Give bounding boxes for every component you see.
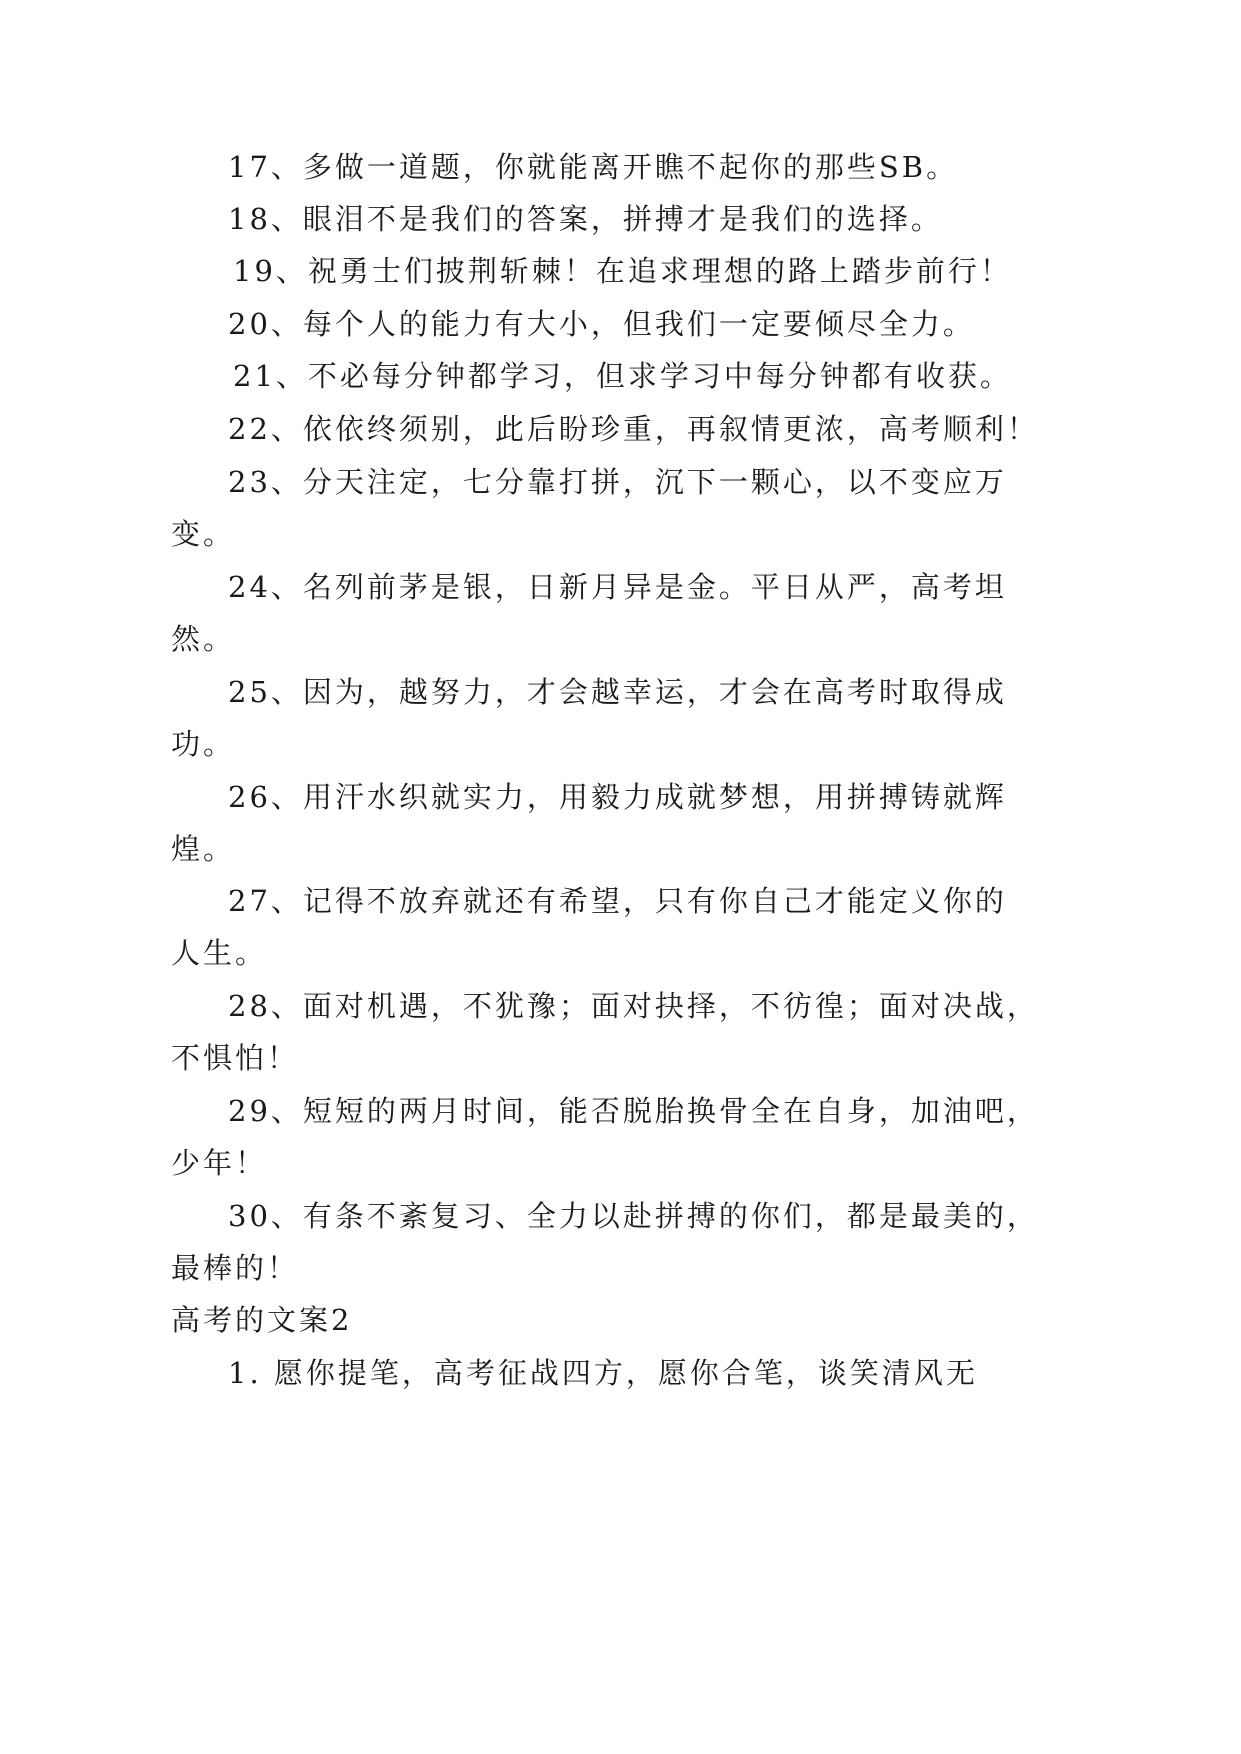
text-line-29: 29、短短的两月时间，能否脱胎换骨全在自身，加油吧，: [228, 1094, 1039, 1128]
section-heading: 高考的文案2: [171, 1303, 353, 1337]
text-line-19: 19、祝勇士们披荆斩棘！在追求理想的路上踏步前行！: [233, 254, 1012, 288]
text-line-24: 24、名列前茅是银，日新月异是金。平日从严，高考坦: [228, 570, 1007, 604]
text-line-20: 20、每个人的能力有大小，但我们一定要倾尽全力。: [228, 307, 975, 341]
text-line-22: 22、依依终须别，此后盼珍重，再叙情更浓，高考顺利！: [228, 412, 1039, 446]
text-line-25: 25、因为，越努力，才会越幸运，才会在高考时取得成: [228, 675, 1007, 709]
text-line-30: 30、有条不紊复习、全力以赴拼搏的你们，都是最美的，: [228, 1199, 1039, 1233]
text-line-18: 18、眼泪不是我们的答案，拼搏才是我们的选择。: [228, 202, 943, 236]
text-line-17: 17、多做一道题，你就能离开瞧不起你的那些SB。: [228, 150, 959, 184]
text-line-26-cont: 煌。: [171, 832, 236, 866]
text-line-21: 21、不必每分钟都学习，但求学习中每分钟都有收获。: [233, 359, 1012, 393]
text-line-1: 1. 愿你提笔，高考征战四方，愿你合笔，谈笑清风无: [228, 1356, 978, 1390]
text-line-23-cont: 变。: [171, 517, 236, 551]
text-line-27: 27、记得不放弃就还有希望，只有你自己才能定义你的: [228, 884, 1007, 918]
text-line-29-cont: 少年！: [171, 1146, 268, 1180]
text-line-24-cont: 然。: [171, 622, 236, 656]
text-line-25-cont: 功。: [171, 727, 236, 761]
text-line-23: 23、分天注定，七分靠打拼，沉下一颗心，以不变应万: [228, 465, 1007, 499]
text-line-26: 26、用汗水织就实力，用毅力成就梦想，用拼搏铸就辉: [228, 780, 1007, 814]
text-line-28-cont: 不惧怕！: [171, 1041, 300, 1075]
text-line-27-cont: 人生。: [171, 936, 268, 970]
text-line-30-cont: 最棒的！: [171, 1251, 300, 1285]
text-line-28: 28、面对机遇，不犹豫；面对抉择，不彷徨；面对决战，: [228, 989, 1039, 1023]
